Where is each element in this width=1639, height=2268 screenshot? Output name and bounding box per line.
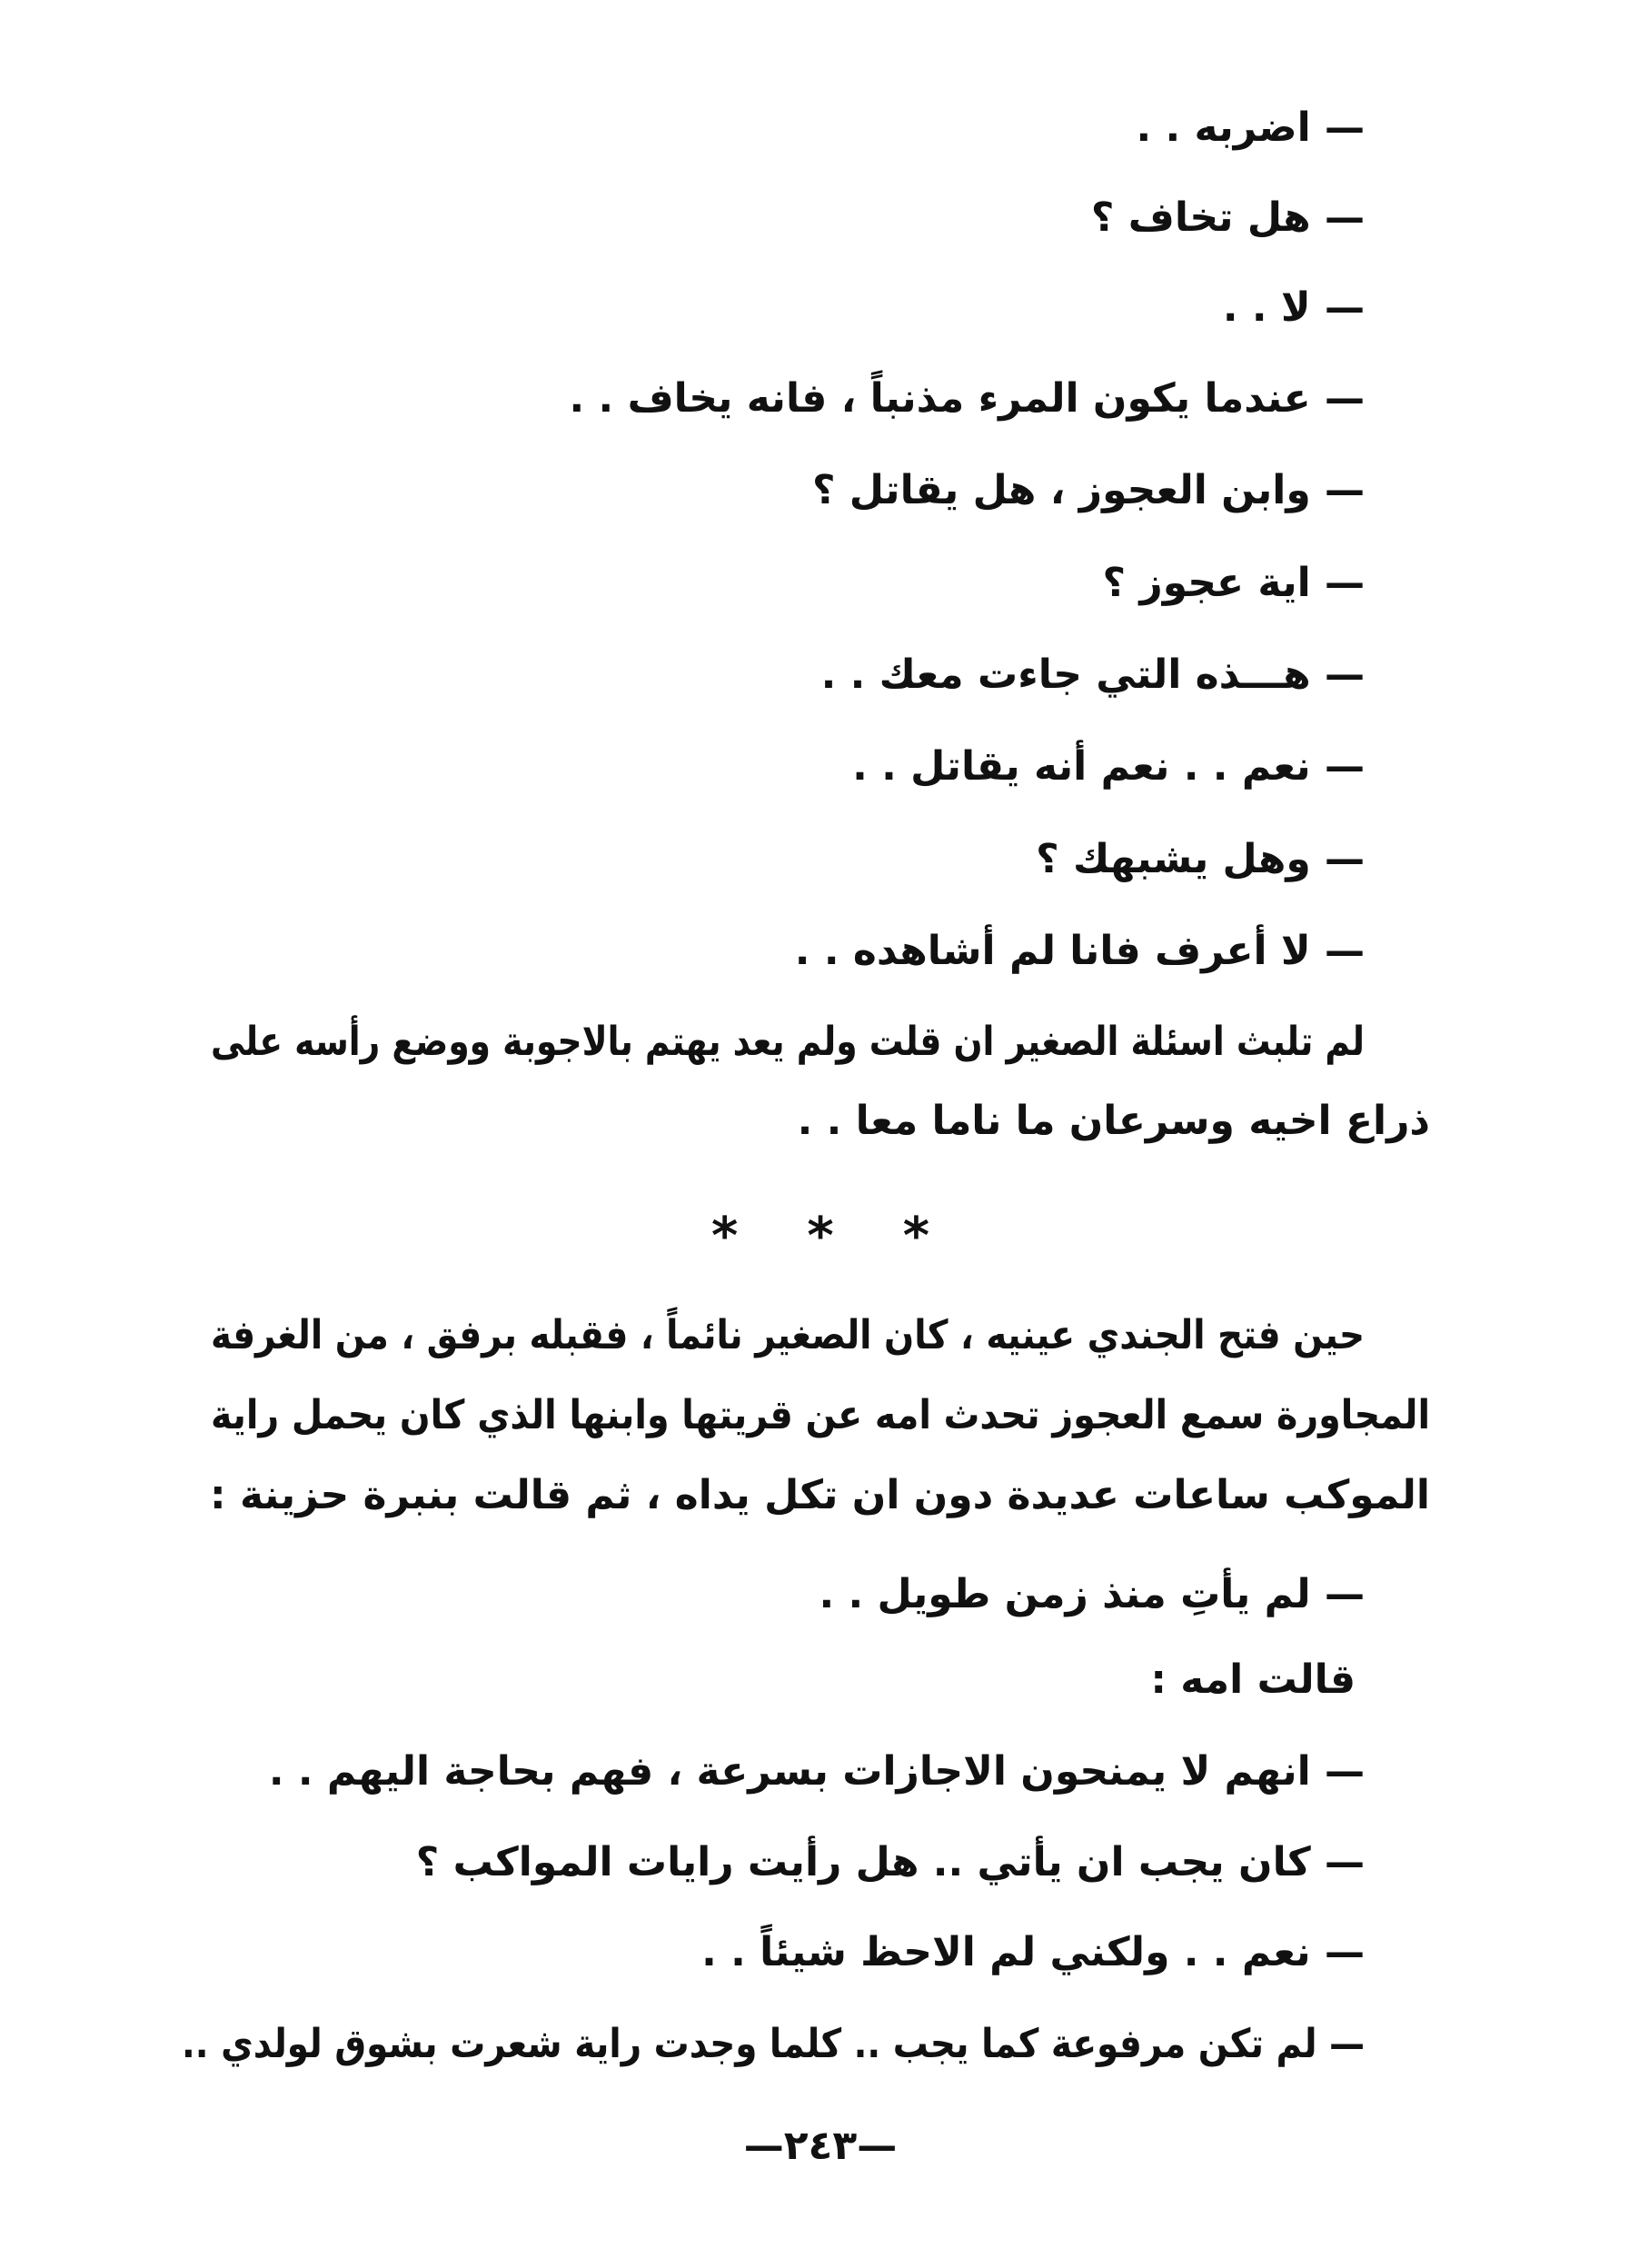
dialogue-line: — اية عجوز ؟ xyxy=(1102,560,1365,606)
dialogue-line: — لا أعرف فانا لم أشاهده . . xyxy=(794,928,1365,974)
dialogue-line: — نعم . . نعم أنه يقاتل . . xyxy=(852,743,1365,790)
paragraph-line: حين فتح الجندي عينيه ، كان الصغير نائماً ، فقبله برفق ، من الغرفة xyxy=(210,1312,1365,1358)
dialogue-line: — عندما يكون المرء مذنباً ، فانه يخاف . . xyxy=(569,375,1365,422)
dialogue-line: — لم تكن مرفوعة كما يجب .. كلما وجدت راية شعرت بشوق لولدي .. xyxy=(182,2021,1365,2067)
separator-star: * xyxy=(807,1207,834,1266)
separator-star: * xyxy=(902,1207,929,1266)
dialogue-line: — اضربه . . xyxy=(1136,104,1365,151)
dialogue-line: — هل تخاف ؟ xyxy=(1090,194,1365,241)
narration-line: قالت امه : xyxy=(1150,1656,1356,1703)
separator-star: * xyxy=(711,1207,739,1266)
dialogue-line: — كان يجب ان يأتي .. هل رأيت رايات المواكب ؟ xyxy=(415,1839,1365,1885)
dialogue-line: — وهل يشبهك ؟ xyxy=(1036,836,1365,882)
dialogue-line: — نعم . . ولكني لم الاحظ شيئاً . . xyxy=(701,1929,1365,1975)
paragraph-line: المجاورة سمع العجوز تحدث امه عن قريتها وابنها الذي كان يحمل راية xyxy=(211,1392,1431,1438)
dialogue-line: — لا . . xyxy=(1222,284,1365,331)
paragraph-line: ذراع اخيه وسرعان ما ناما معا . . xyxy=(797,1098,1430,1144)
dialogue-line: — انهم لا يمنحون الاجازات بسرعة ، فهم بحاجة اليهم . . xyxy=(268,1748,1365,1795)
page-number: —٢٤٣— xyxy=(743,2123,898,2169)
section-separator xyxy=(711,1205,929,1268)
paragraph-line: لم تلبث اسئلة الصغير ان قلت ولم يعد يهتم بالاجوبة ووضع رأسه على xyxy=(211,1019,1366,1065)
dialogue-line: — وابن العجوز ، هل يقاتل ؟ xyxy=(811,467,1365,513)
paragraph-line: الموكب ساعات عديدة دون ان تكل يداه ، ثم قالت بنبرة حزينة : xyxy=(210,1472,1430,1518)
dialogue-line: — هـــذه التي جاءت معك . . xyxy=(820,652,1365,698)
dialogue-line: — لم يأتِ منذ زمن طويل . . xyxy=(819,1571,1365,1617)
